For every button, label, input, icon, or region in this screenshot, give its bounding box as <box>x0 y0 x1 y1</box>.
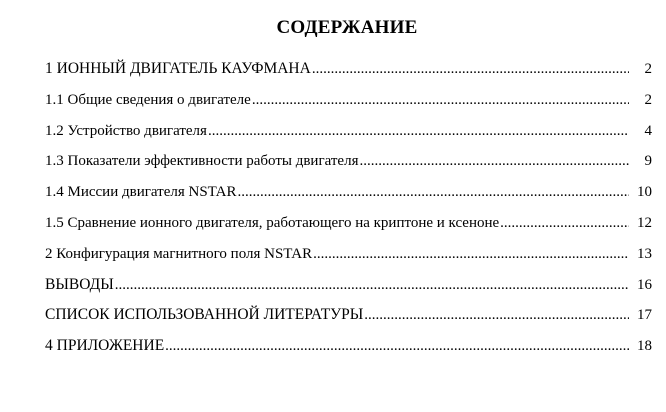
toc-list <box>45 54 652 362</box>
toc-entry-page: 17 <box>637 307 652 324</box>
toc-dot-leader <box>252 85 629 116</box>
toc-entry <box>45 54 652 85</box>
toc-dot-leader <box>500 208 629 239</box>
toc-entry-page: 4 <box>644 122 652 139</box>
toc-entry-page: 9 <box>644 153 652 170</box>
toc-dot-leader <box>208 116 629 147</box>
toc-entry <box>45 146 652 177</box>
toc-entry <box>45 331 652 362</box>
toc-dot-leader <box>359 146 629 177</box>
toc-entry <box>45 85 652 116</box>
toc-dot-leader <box>237 177 629 208</box>
toc-entry-page: 12 <box>637 214 652 231</box>
toc-entry-label: 1.2 Устройство двигателя <box>45 122 207 139</box>
toc-entry-page: 10 <box>637 184 652 201</box>
toc-entry-label: 2 Конфигурация магнитного поля NSTAR <box>45 245 313 262</box>
toc-dot-leader <box>165 331 629 362</box>
toc-entry <box>45 239 652 270</box>
toc-entry <box>45 116 652 147</box>
toc-entry-label: ВЫВОДЫ <box>45 275 114 293</box>
toc-dot-leader <box>115 270 629 301</box>
toc-entry <box>45 208 652 239</box>
toc-entry-label: 1.3 Показатели эффективности работы двигателя <box>45 153 359 170</box>
toc-entry-label: 1 ИОННЫЙ ДВИГАТЕЛЬ КАУФМАНА <box>45 60 311 77</box>
toc-entry <box>45 177 652 208</box>
toc-entry <box>45 270 652 301</box>
toc-entry-label: 1.1 Общие сведения о двигателе <box>45 91 251 108</box>
toc-entry <box>45 300 652 331</box>
toc-entry-page: 2 <box>644 91 652 108</box>
toc-dot-leader <box>364 300 629 331</box>
toc-entry-page: 13 <box>637 245 652 262</box>
toc-title: СОДЕРЖАНИЕ <box>276 17 418 38</box>
toc-dot-leader <box>312 54 629 85</box>
toc-entry-label: 4 ПРИЛОЖЕНИЕ <box>45 337 165 355</box>
toc-entry-page: 2 <box>644 61 652 77</box>
toc-entry-page: 16 <box>637 276 652 293</box>
toc-entry-label: 1.5 Сравнение ионного двигателя, работающего на криптоне и ксеноне <box>45 214 500 231</box>
toc-entry-label: 1.4 Миссии двигателя NSTAR <box>45 184 237 201</box>
toc-entry-page: 18 <box>637 338 652 355</box>
toc-dot-leader <box>313 239 629 270</box>
toc-entry-label: СПИСОК ИСПОЛЬЗОВАННОЙ ЛИТЕРАТУРЫ <box>45 306 364 324</box>
